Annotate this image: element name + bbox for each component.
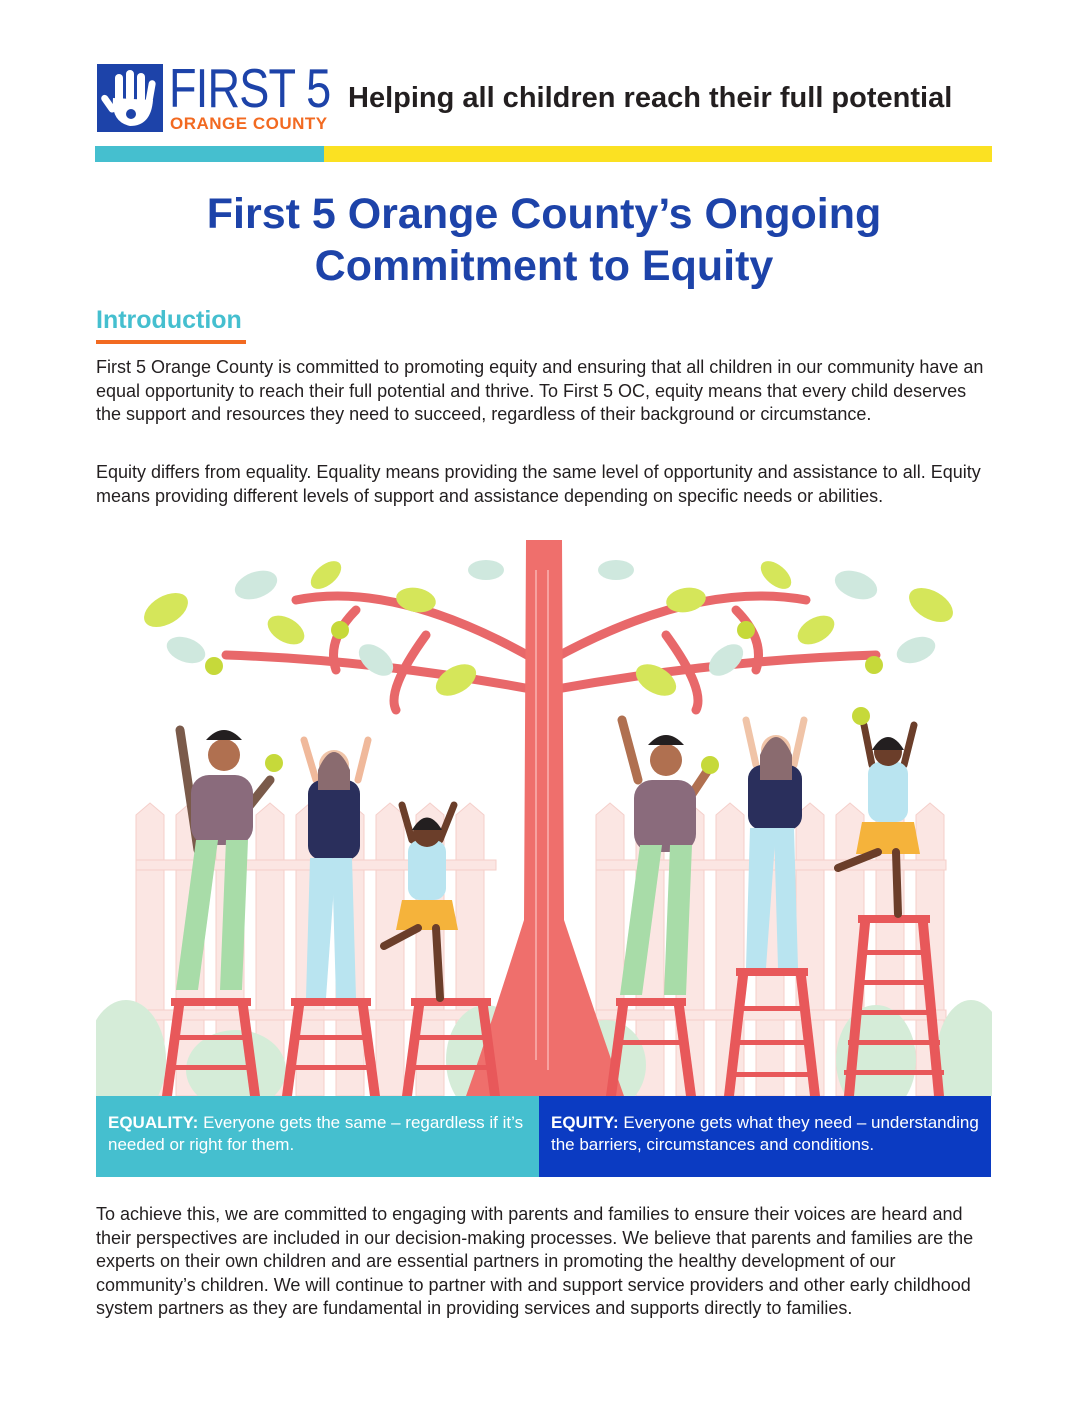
intro-paragraph-1: First 5 Orange County is committed to promoting equity and ensuring that all children in our community have an equal opportunity to reach their full potential and thrive. To First 5 OC, equity means that every child deserves the support and resources they need to succeed, regardless of their background or circumstance. — [96, 357, 984, 424]
header-band-yellow — [324, 146, 992, 162]
closing-paragraph: To achieve this, we are committed to engaging with parents and families to ensure their voices are heard and their perspectives are included in our decision-making processes. We believe that parents and families are the experts on their own children and are essential partners in promoting the healthy development of our community’s children. We will continue to partner with and support service providers and other early childhood system partners as they are fundamental in providing services and supports directly to families. — [96, 1204, 974, 1318]
first5-logo — [97, 57, 331, 133]
equality-text: Everyone gets the same – regardless if it’s needed or right for them. — [108, 1113, 524, 1154]
equality-equity-illustration — [96, 540, 992, 1096]
equality-label: EQUALITY: — [108, 1113, 199, 1132]
equity-label: EQUITY: — [551, 1113, 619, 1132]
logo-subtitle: ORANGE COUNTY — [170, 114, 328, 133]
equity-text: Everyone gets what they need – understanding the barriers, circumstances and conditions. — [551, 1113, 979, 1154]
tree-illustration-svg — [96, 540, 992, 1096]
header-band-teal — [95, 146, 324, 162]
section-heading-introduction: Introduction — [96, 306, 242, 334]
equality-caption — [96, 1096, 539, 1177]
logo-wordmark: FIRST 5 — [169, 57, 331, 119]
heading-underline — [96, 340, 246, 344]
equity-caption — [539, 1096, 991, 1177]
page-title-line2: Commitment to Equity — [314, 242, 774, 290]
intro-paragraph-2: Equity differs from equality. Equality means providing the same level of opportunity and assistance to all. Equity means providing different levels of support and assistance depending on specific needs or abilities. — [96, 462, 981, 506]
hand-logo-icon — [97, 64, 163, 132]
page-title — [95, 188, 993, 292]
tagline: Helping all children reach their full potential — [348, 82, 953, 114]
page-title-line1: First 5 Orange County’s Ongoing — [206, 190, 882, 238]
